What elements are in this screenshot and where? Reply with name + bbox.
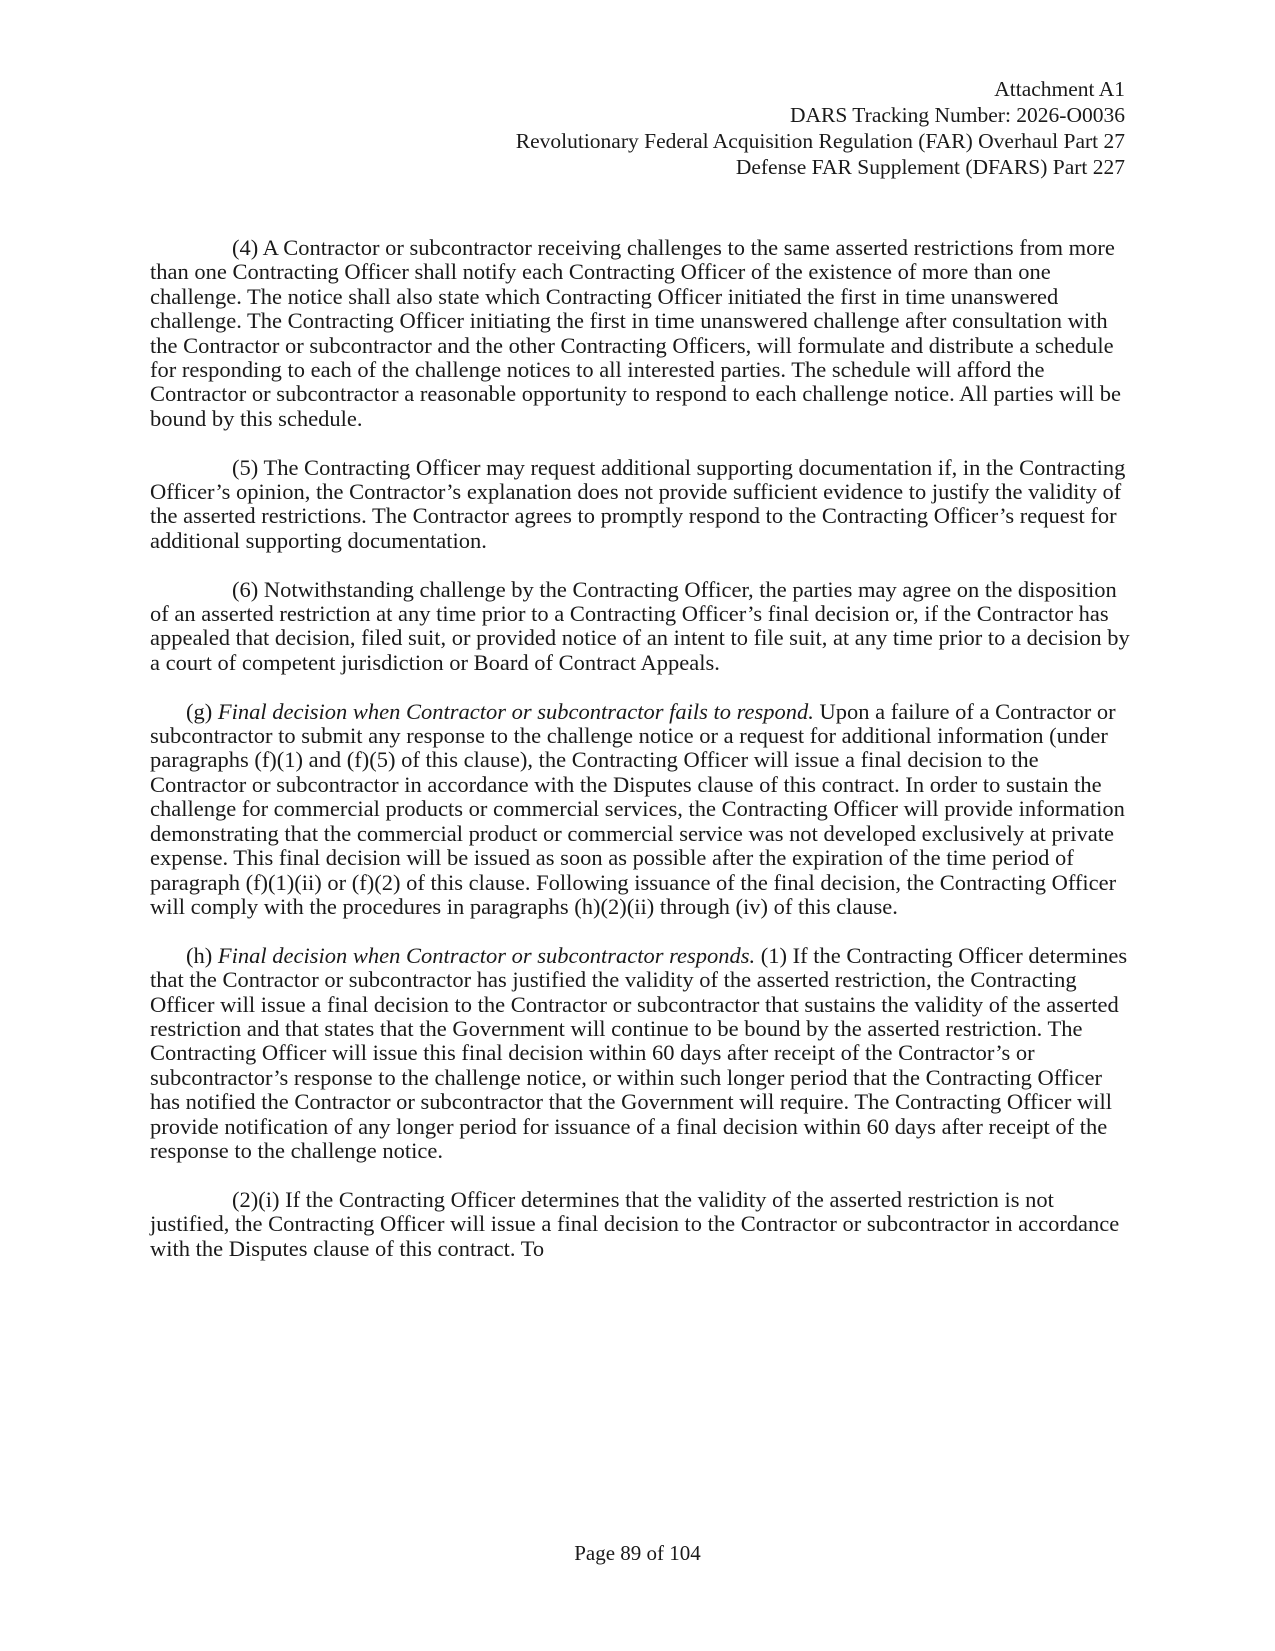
page-header — [225, 76, 1125, 180]
page-number: Page 89 of 104 — [574, 1541, 701, 1565]
paragraph-f4: (4) A Contractor or subcontractor receiving challenges to the same asserted restrictions from more than one Contracting Officer shall notify each Contracting Officer of the existence of more than one challenge. The notice shall also state which Contracting Officer initiated the first in time unanswered challenge. The Contracting Officer initiating the first in time unanswered challenge after consultation with the Contractor or subcontractor and the other Contracting Officers, will formulate and distribute a schedule for responding to each of the challenge notices to all interested parties. The schedule will afford the Contractor or subcontractor a reasonable opportunity to respond to each challenge notice. All parties will be bound by this schedule. — [150, 235, 1121, 431]
paragraph-h-label: (h) — [186, 942, 218, 968]
page-body — [150, 236, 1130, 1261]
header-dfars-part: Defense FAR Supplement (DFARS) Part 227 — [735, 155, 1125, 179]
paragraph-h-text: (1) If the Contracting Officer determines that the Contractor or subcontractor has justified the validity of the asserted restriction, the Contracting Officer will issue a final decision to the Contractor or subcontractor that sustains the validity of the asserted restriction and that states that the Government will continue to be bound by the asserted restriction. The Contracting Officer will issue this final decision within 60 days after receipt of the Contractor’s or subcontractor’s response to the challenge notice, or within such longer period that the Contracting Officer has notified the Contractor or subcontractor that the Government will require. The Contracting Officer will provide notification of any longer period for issuance of a final decision within 60 days after receipt of the response to the challenge notice. — [150, 942, 1128, 1163]
paragraph-g-label: (g) — [186, 698, 218, 724]
paragraph-h — [150, 944, 1130, 1164]
header-tracking-number: DARS Tracking Number: 2026-O0036 — [789, 103, 1125, 127]
paragraph-f5: (5) The Contracting Officer may request additional supporting documentation if, in the Contracting Officer’s opinion, the Contractor’s explanation does not provide sufficient evidence to justify the validity of the asserted restrictions. The Contractor agrees to promptly respond to the Contracting Officer’s request for additional supporting documentation. — [150, 454, 1126, 553]
paragraph-f6: (6) Notwithstanding challenge by the Contracting Officer, the parties may agree on the disposition of an asserted restriction at any time prior to a Contracting Officer’s final decision or, if the Contractor has appealed that decision, filed suit, or provided notice of an intent to file suit, at any time prior to a decision by a court of competent jurisdiction or Board of Contract Appeals. — [150, 576, 1130, 675]
paragraph-h-heading: Final decision when Contractor or subcontractor responds. — [217, 942, 756, 968]
paragraph-g-heading: Final decision when Contractor or subcontractor fails to respond. — [217, 698, 814, 724]
header-attachment: Attachment A1 — [994, 77, 1125, 101]
paragraph-g — [150, 700, 1130, 920]
header-far-part: Revolutionary Federal Acquisition Regulation (FAR) Overhaul Part 27 — [515, 129, 1125, 153]
paragraph-h2i: (2)(i) If the Contracting Officer determines that the validity of the asserted restriction is not justified, the Contracting Officer will issue a final decision to the Contractor or subcontractor in accordance with the Disputes clause of this contract. To — [150, 1186, 1120, 1261]
paragraph-g-text: Upon a failure of a Contractor or subcontractor to submit any response to the challenge notice or a request for additional information (under paragraphs (f)(1) and (f)(5) of this clause), the Contracting Officer will issue a final decision to the Contractor or subcontractor in accordance with the Disputes clause of this contract. In order to sustain the challenge for commercial products or commercial services, the Contracting Officer will provide information demonstrating that the commercial product or commercial service was not developed exclusively at private expense. This final decision will be issued as soon as possible after the expiration of the time period of paragraph (f)(1)(ii) or (f)(2) of this clause. Following issuance of the final decision, the Contracting Officer will comply with the procedures in paragraphs (h)(2)(ii) through (iv) of this clause. — [150, 698, 1125, 919]
